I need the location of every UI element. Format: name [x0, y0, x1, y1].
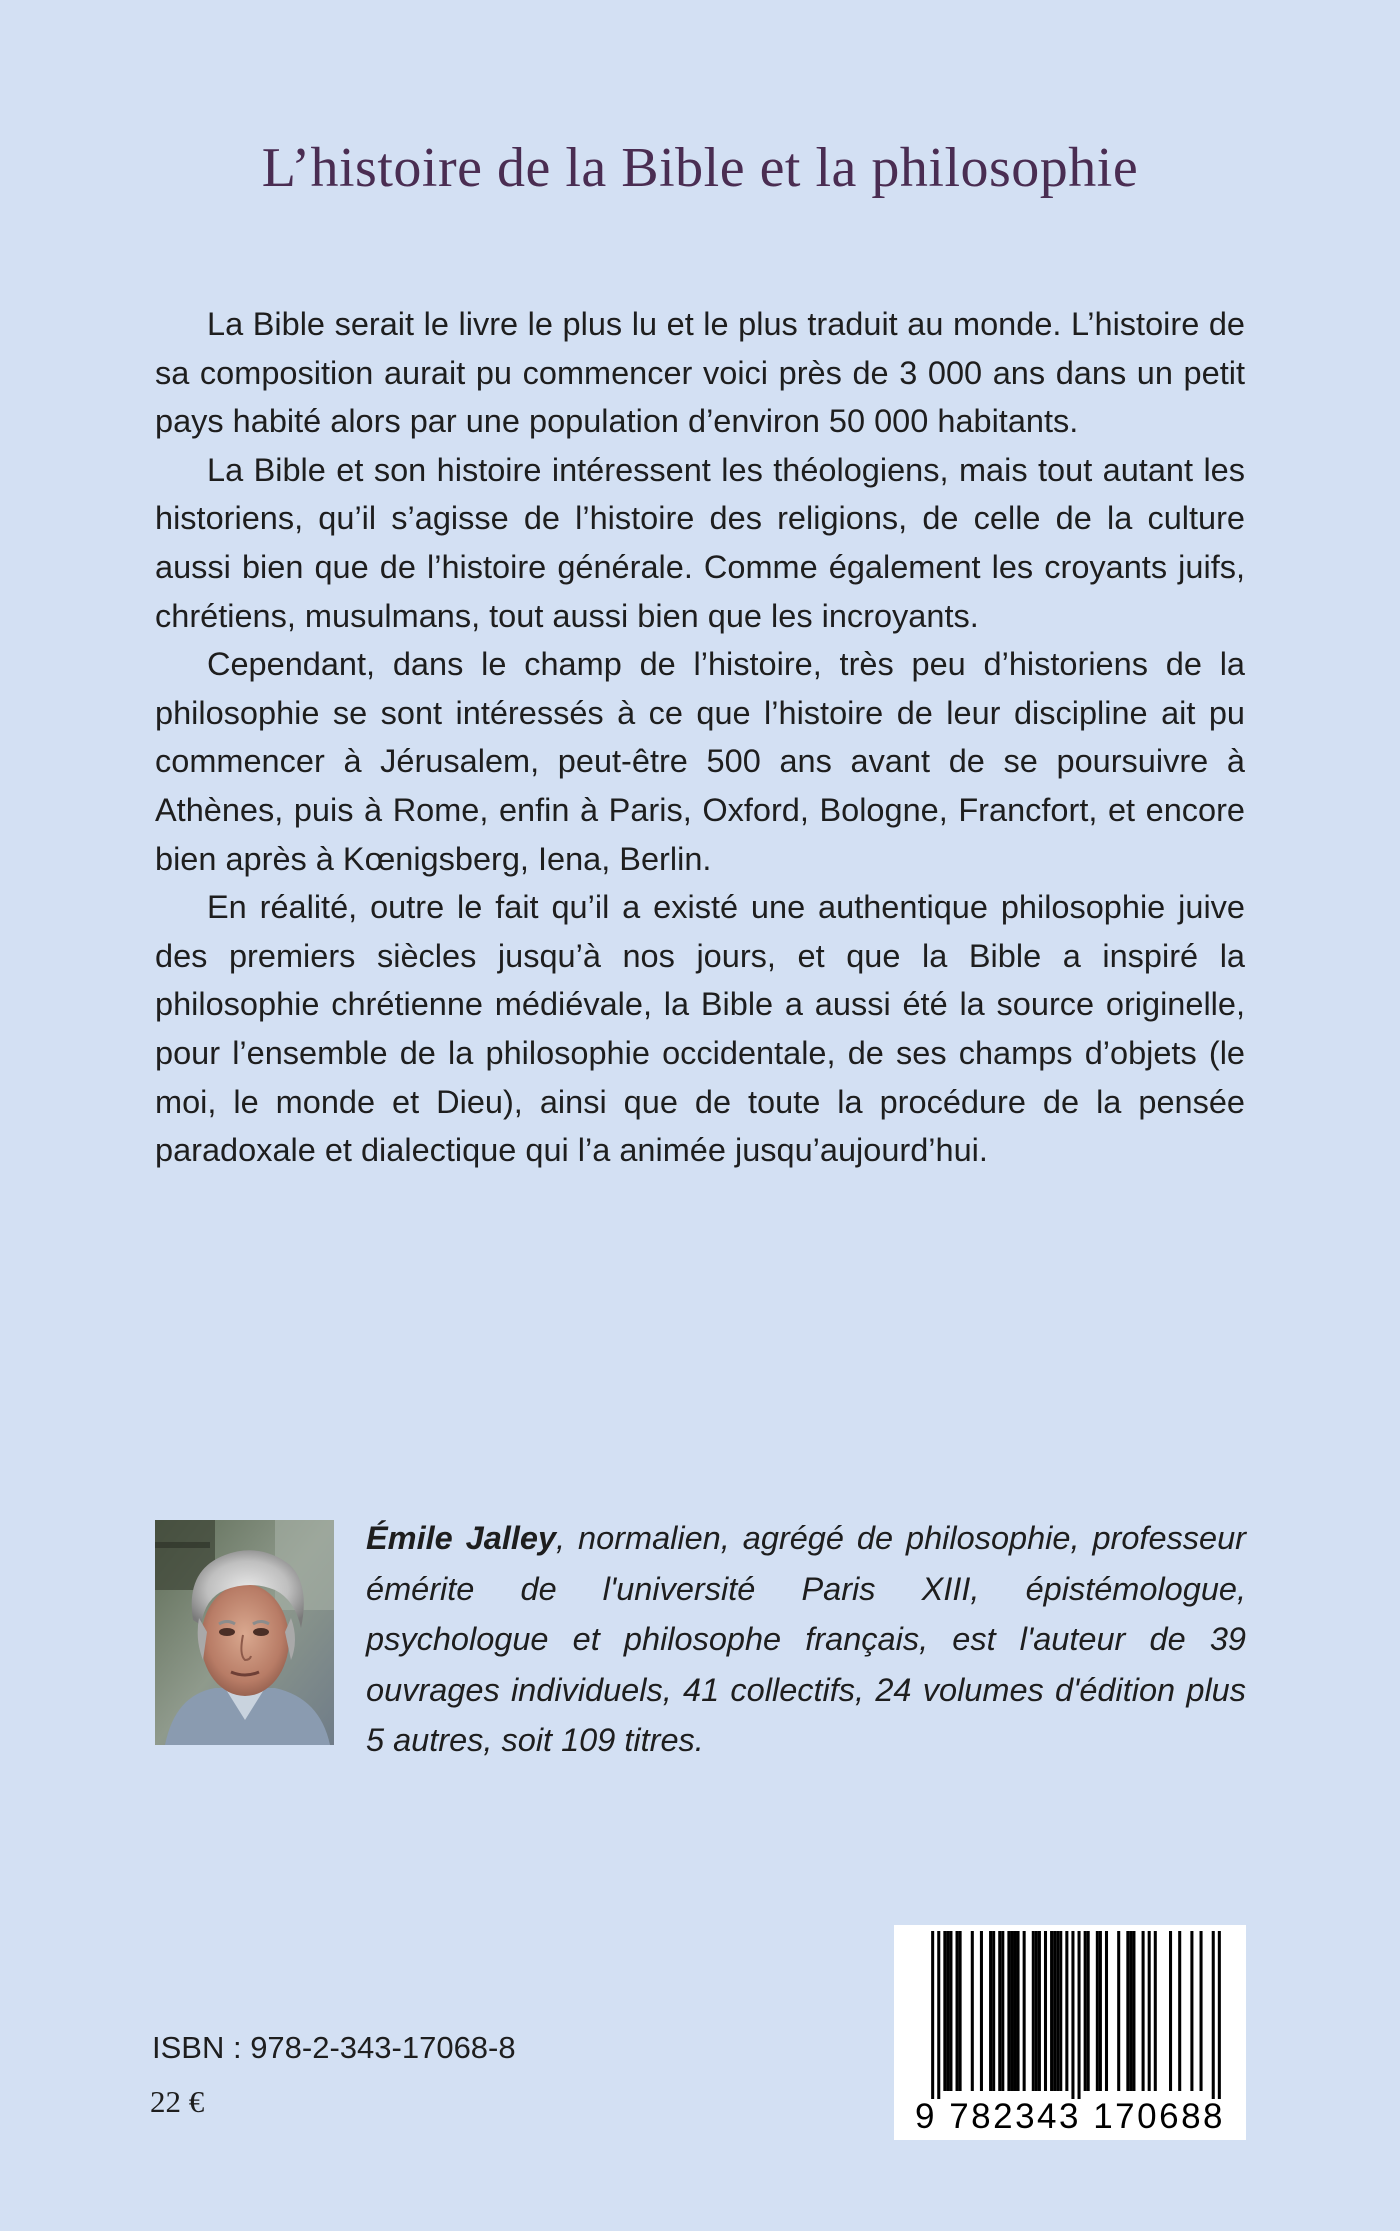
- barcode-bar: [1065, 1931, 1068, 2091]
- paragraph: La Bible et son histoire intéressent les théologiens, mais tout autant les historiens, qu’il s’agisse de l’histoire des religions, de celle de la culture aussi bien que de l’histoire générale. Comme également les croyants juifs, chrétiens, musulmans, tout aussi bien que les incroyants.: [155, 451, 1245, 634]
- barcode-bar: [1013, 1931, 1016, 2091]
- barcode-bar: [1035, 1931, 1038, 2091]
- author-name: Émile Jalley: [366, 1520, 557, 1556]
- barcode-bar: [980, 1931, 983, 2091]
- barcode-bar: [1078, 1931, 1081, 2099]
- book-title: L’histoire de la Bible et la philosophie: [261, 137, 1139, 199]
- barcode-bar: [1017, 1931, 1020, 2091]
- barcode-bar: [1200, 1931, 1203, 2091]
- barcode-bar: [1096, 1931, 1099, 2091]
- barcode-bar: [1007, 1931, 1010, 2091]
- barcode-bar: [1056, 1931, 1059, 2091]
- author-photo: [155, 1520, 334, 1745]
- barcode-bar: [1190, 1931, 1193, 2091]
- barcode-bar: [1001, 1931, 1004, 2091]
- barcode: [894, 1925, 1246, 2140]
- barcode-bar: [1059, 1931, 1062, 2091]
- isbn: ISBN : 978-2-343-17068-8: [152, 2030, 516, 2065]
- price: 22 €: [150, 2084, 205, 2119]
- author-bio: [366, 1513, 1246, 1766]
- paragraph: Cependant, dans le champ de l’histoire, très peu d’historiens de la philosophie se sont intéressés à ce que l’histoire de leur discipline ait pu commencer à Jérusalem, peut-être 500 ans avant de se poursuivre à Athènes, puis à Rome, enfin à Paris, Oxford, Bologne, Francfort, et encore bien après à Kœnigsberg, Iena, Berlin.: [155, 646, 1245, 877]
- barcode-bar: [937, 1931, 940, 2099]
- barcode-bar: [1099, 1931, 1102, 2091]
- barcode-bar: [1050, 1931, 1053, 2091]
- barcode-bar: [931, 1931, 934, 2099]
- barcode-bar: [1148, 1931, 1151, 2091]
- barcode-bar: [971, 1931, 974, 2091]
- barcode-bar: [959, 1931, 962, 2091]
- barcode-bar: [1044, 1931, 1047, 2091]
- barcode-bar: [992, 1931, 995, 2091]
- barcode-bar: [1010, 1931, 1013, 2091]
- barcode-bar: [989, 1931, 992, 2091]
- barcode-bar: [1117, 1931, 1120, 2091]
- paragraph: La Bible serait le livre le plus lu et le plus traduit au monde. L’histoire de sa composition aurait pu commencer voici près de 3 000 ans dans un petit pays habité alors par une population d’environ 50 000 habitants.: [155, 306, 1245, 440]
- barcode-bar: [1142, 1931, 1145, 2091]
- barcode-bar: [1032, 1931, 1035, 2091]
- paragraph: En réalité, outre le fait qu’il a existé une authentique philosophie juive des premiers siècles jusqu’à nos jours, et que la Bible a inspiré la philosophie chrétienne médiévale, la Bible a aussi été la source originelle, pour l’ensemble de la philosophie occidentale, de ses champs d’objets (le moi, le monde et Dieu), ainsi que de toute la procédure de la pensée paradoxale et dialectique qui l’a animée jusqu’aujourd’hui.: [155, 889, 1245, 1169]
- barcode-bar: [949, 1931, 952, 2091]
- barcode-bar: [1071, 1931, 1074, 2099]
- barcode-bar: [1126, 1931, 1129, 2091]
- barcode-bar: [943, 1931, 946, 2091]
- barcode-bar: [1038, 1931, 1041, 2091]
- author-bio-text: , normalien, agrégé de philosophie, professeur émérite de l'université Paris XIII, épistémologue, psychologue et philosophe français, est l'auteur de 39 ouvrages individuels, 41 collectifs, 24 volumes d'édition plus 5 autres, soit 109 titres.: [366, 1520, 1247, 1758]
- barcode-digits: 9 782343 170688: [915, 2097, 1225, 2136]
- barcode-bar: [946, 1931, 949, 2091]
- barcode-bar: [1084, 1931, 1087, 2091]
- barcode-bar: [1087, 1931, 1090, 2091]
- barcode-bar: [1218, 1931, 1221, 2099]
- barcode-bar: [1023, 1931, 1026, 2091]
- barcode-bar: [1154, 1931, 1157, 2091]
- barcode-bars: [894, 1925, 1246, 2100]
- barcode-bar: [1105, 1931, 1108, 2091]
- barcode-bar: [1212, 1931, 1215, 2099]
- barcode-bar: [1129, 1931, 1132, 2091]
- barcode-bar: [1178, 1931, 1181, 2091]
- barcode-bar: [998, 1931, 1001, 2091]
- barcode-bar: [956, 1931, 959, 2091]
- barcode-bar: [1053, 1931, 1056, 2091]
- back-cover-text: [155, 300, 1245, 1175]
- barcode-bar: [1132, 1931, 1135, 2091]
- barcode-bar: [1169, 1931, 1172, 2091]
